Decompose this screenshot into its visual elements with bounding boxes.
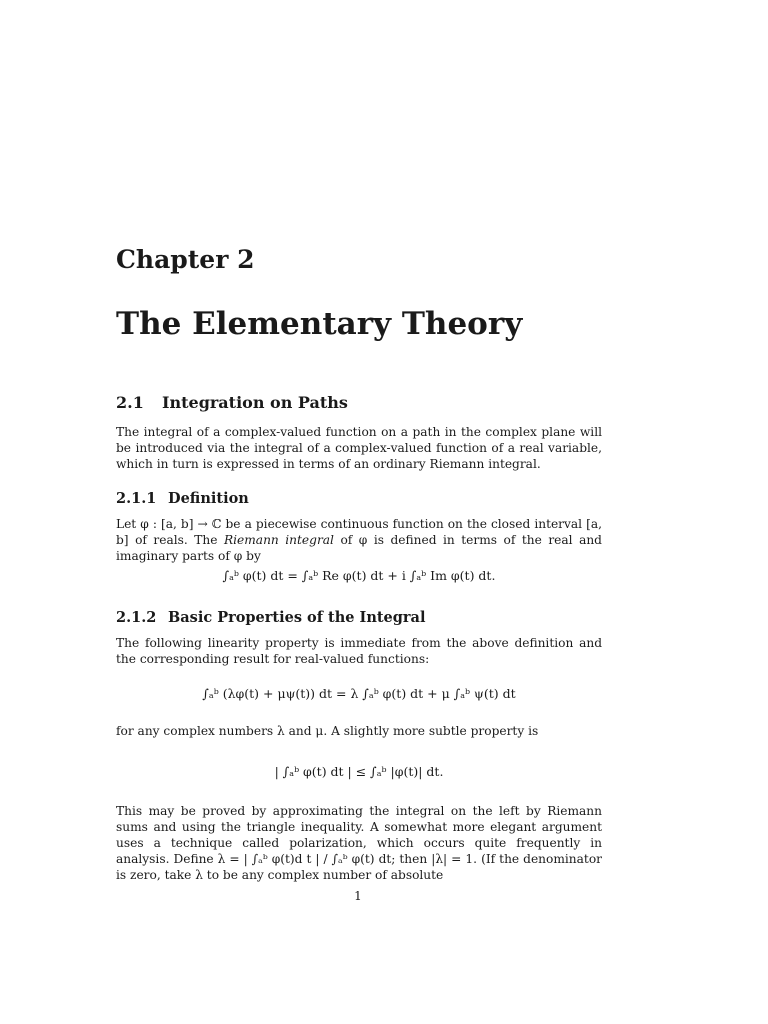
- subsection-title: Definition: [168, 490, 249, 507]
- polarization-paragraph: This may be proved by approximating the integral on the left by Riemann sums and using the triangle inequality. A somewhat more elegant argument uses a technique called polarization, which occurs quite frequently in analysis. Define λ = | ∫ₐᵇ φ(t)d t | / ∫ₐᵇ φ(t) dt; then |λ| = 1. (If the denominator is zero, take λ to be any complex number of absolute: [116, 804, 602, 882]
- chapter-number: Chapter 2: [116, 245, 255, 274]
- subsection-heading-properties: [116, 609, 425, 626]
- definition-text-start: Let φ : [a, b] → ℂ be a piecewise continuous function on the closed interval [a, b] of reals. The: [116, 517, 602, 547]
- page-number: 1: [354, 889, 362, 903]
- definition-equation: ∫ₐᵇ φ(t) dt = ∫ₐᵇ Re φ(t) dt + i ∫ₐᵇ Im φ(t) dt.: [222, 568, 496, 583]
- riemann-integral-term: Riemann integral: [223, 533, 334, 547]
- linearity-equation: ∫ₐᵇ (λφ(t) + μψ(t)) dt = λ ∫ₐᵇ φ(t) dt + μ ∫ₐᵇ ψ(t) dt: [202, 686, 516, 701]
- section-intro-paragraph: The integral of a complex-valued function on a path in the complex plane will be introduced via the integral of a complex-valued function of a real variable, which in turn is expressed in terms of an ordinary Riemann integral.: [116, 425, 602, 471]
- inequality-equation: | ∫ₐᵇ φ(t) dt | ≤ ∫ₐᵇ |φ(t)| dt.: [274, 764, 444, 779]
- subsection-heading-definition: [116, 490, 249, 507]
- linearity-paragraph: The following linearity property is immediate from the above definition and the corresponding result for real-valued functions:: [116, 636, 602, 666]
- definition-paragraph: [116, 516, 602, 564]
- subsection-number: 2.1.1: [116, 490, 157, 507]
- section-heading: [116, 393, 348, 412]
- section-number: 2.1: [116, 393, 144, 412]
- subsection-title: Basic Properties of the Integral: [168, 609, 426, 626]
- definition-text-end: of φ is defined in terms of the real and imaginary parts of φ by: [116, 533, 602, 563]
- section-title: Integration on Paths: [162, 393, 348, 412]
- chapter-title: The Elementary Theory: [116, 306, 523, 342]
- subtle-property-paragraph: for any complex numbers λ and μ. A slightly more subtle property is: [116, 724, 539, 738]
- subsection-number: 2.1.2: [116, 609, 157, 626]
